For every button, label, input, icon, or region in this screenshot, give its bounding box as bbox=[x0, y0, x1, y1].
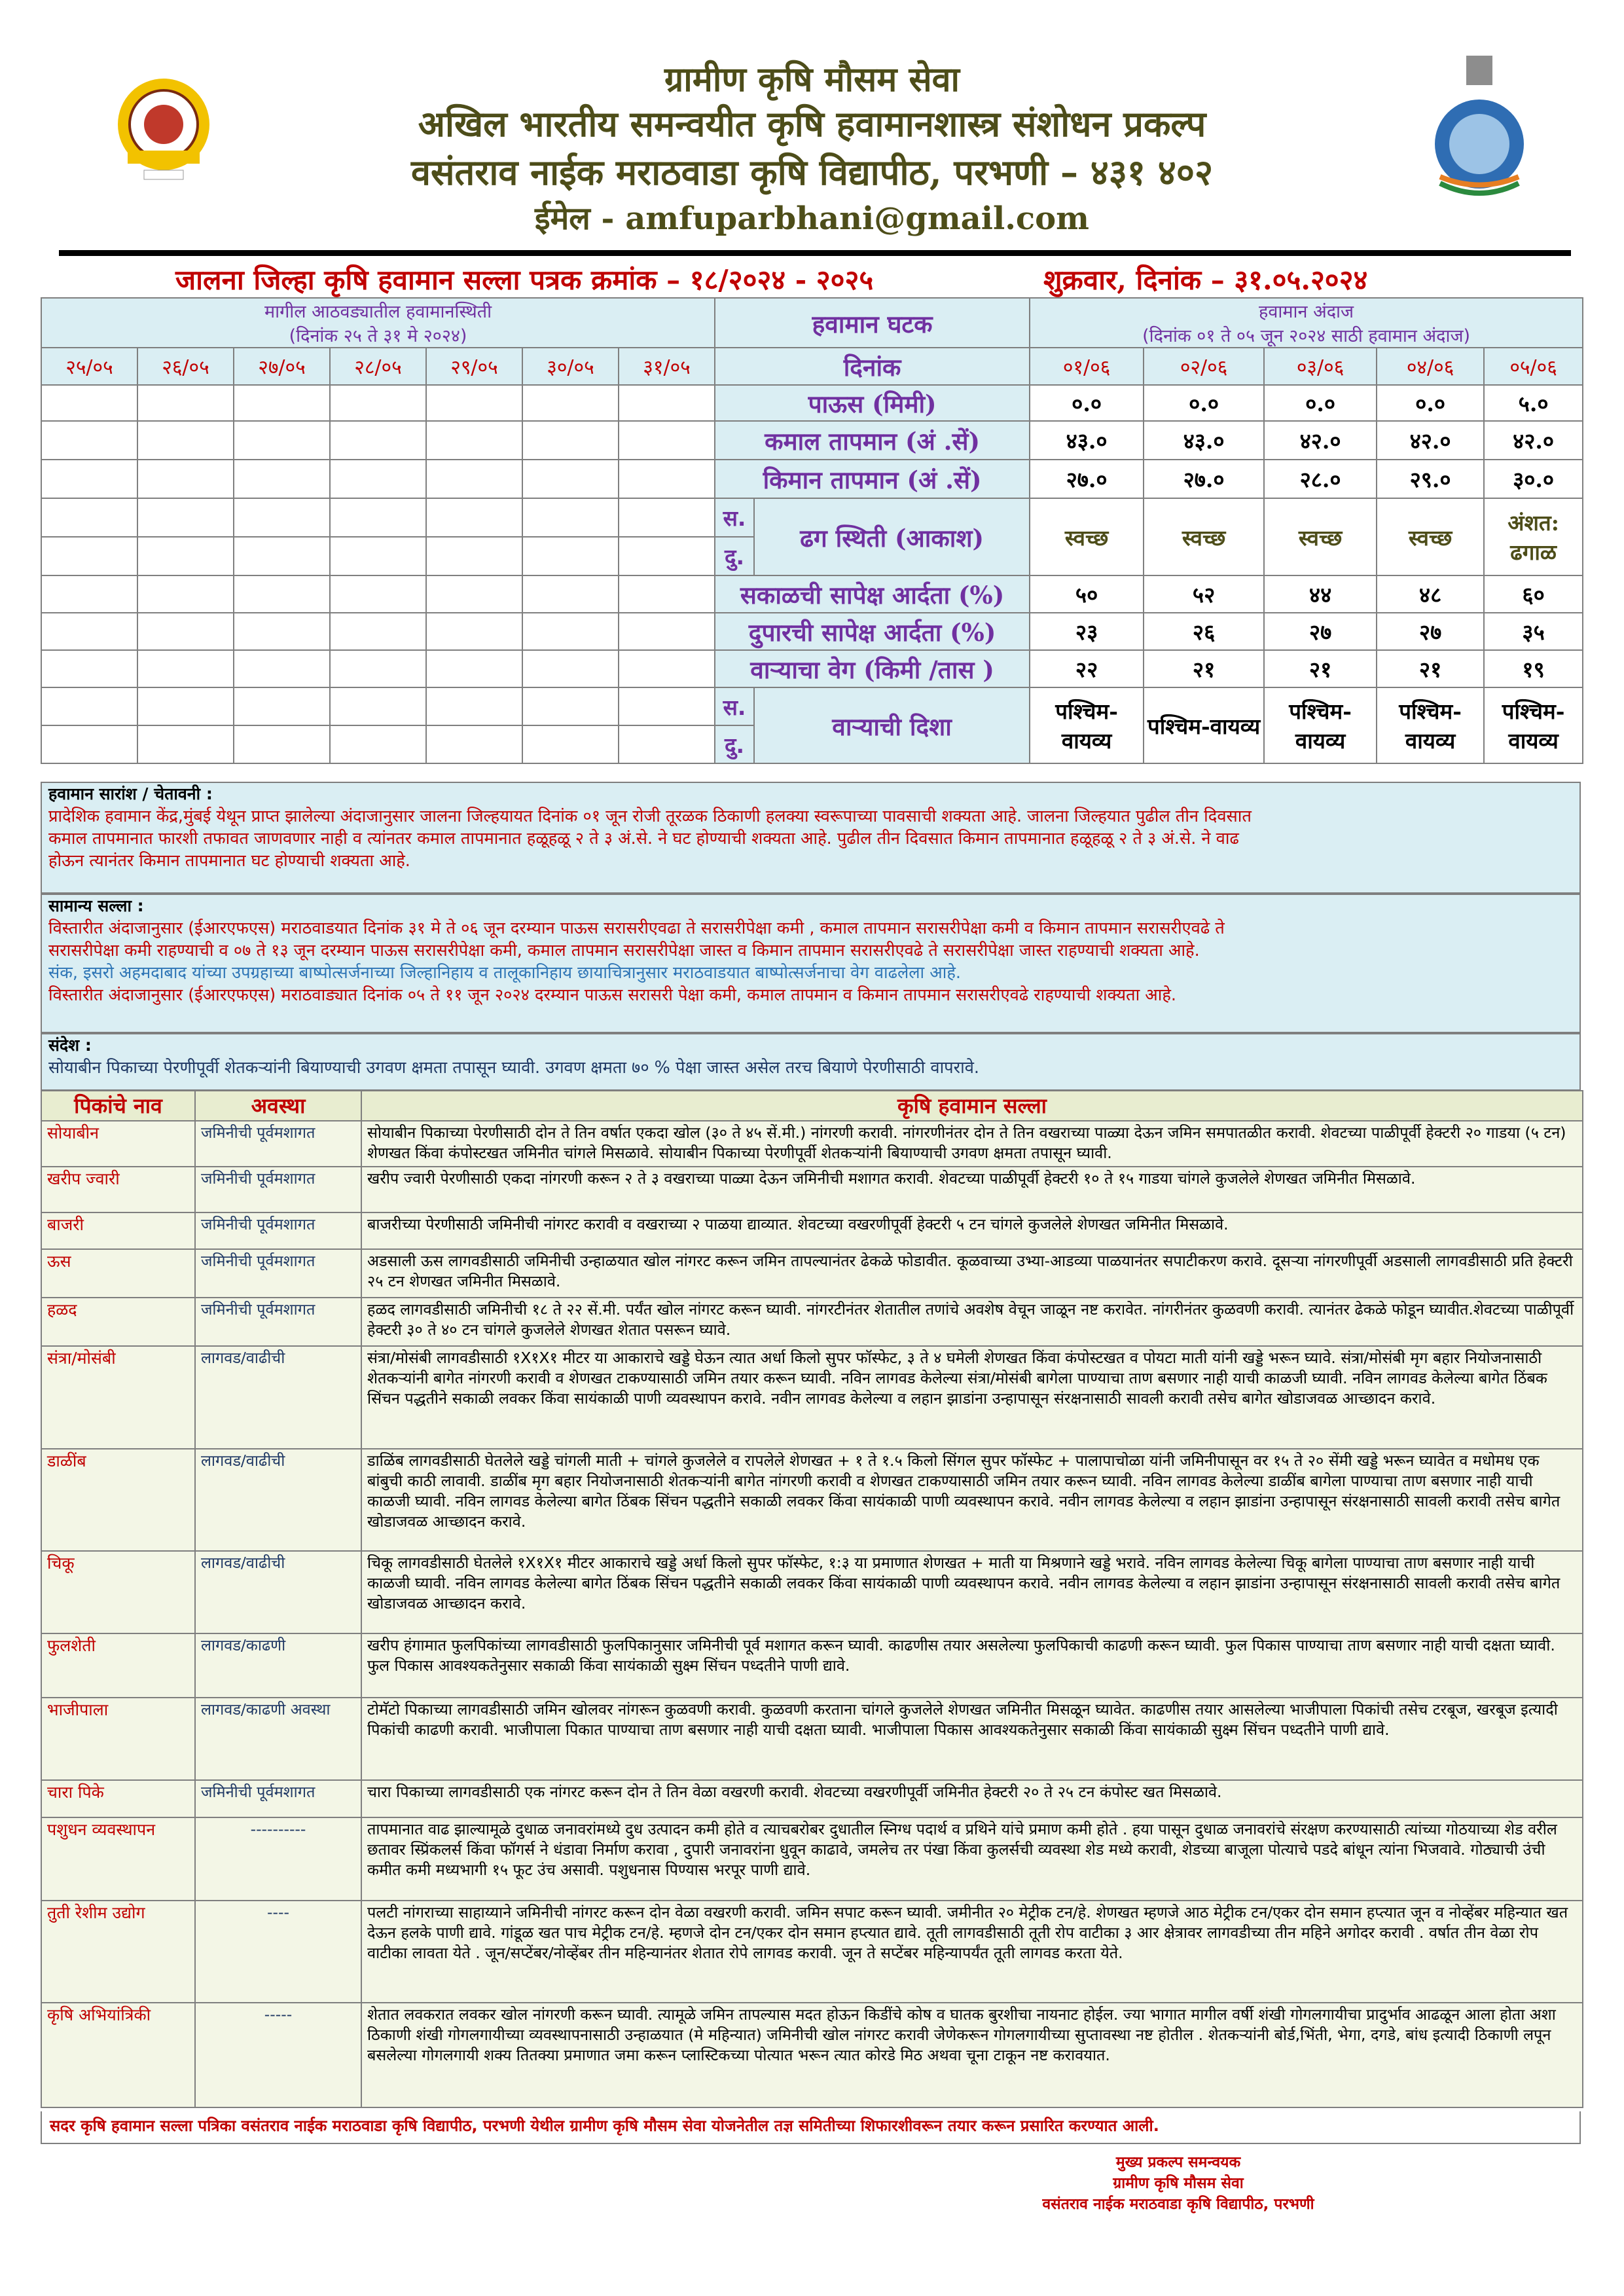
general-line: सरासरीपेक्षा कमी राहण्याची व ०७ ते १३ जून दरम्यान पाऊस सरासरीपेक्षा कमी, कमाल तापमान सरासरीपेक्षा जास्त व किमान तापमान सरासरीएवढे ते सरासरीपेक्षा जास्त राहण्याची शक्यता आहे. bbox=[48, 941, 1200, 960]
summary-line: प्रादेशिक हवामान केंद्र,मुंबई येथून प्राप्त झालेल्या अंदाजानुसार जालना जिल्हयायत दिनांक ०१ जून रोजी तूरळक ठिकाणी हलक्या स्वरूपाच्या पावसाची शक्यता आहे. जालना जिल्हयात पुढील तीन दिवसात bbox=[48, 807, 1252, 826]
table-row bbox=[41, 1298, 1583, 1346]
crop-advice: खरीप ज्वारी पेरणीसाठी एकदा नांगरणी करून २ ते ३ वखराच्या पाळ्या देऊन जमिनीची मशागत करावी. शेवटच्या पाळीपूर्वी हेक्टरी १० ते १५ गाडया चांगले कुजलेले शेणखत जमिनीत मिसळावे. bbox=[361, 1167, 1583, 1212]
cloud-value: अंशत: ढगाळ bbox=[1484, 498, 1583, 575]
forecast-value: १९ bbox=[1484, 650, 1583, 687]
date-label: दिनांक bbox=[715, 348, 1030, 385]
forecast-value: ०.० bbox=[1377, 385, 1484, 421]
crop-stage: जमिनीची पूर्वमशागत bbox=[195, 1167, 361, 1212]
table-row bbox=[41, 1633, 1583, 1698]
forecast-value: ४३.० bbox=[1144, 421, 1264, 460]
forecast-value: ५.० bbox=[1484, 385, 1583, 421]
cloud-label: ढग स्थिती (आकाश) bbox=[754, 498, 1030, 575]
org-name-line2: अखिल भारतीय समन्वयीत कृषि हवामानशास्त्र संशोधन प्रकल्प bbox=[418, 103, 1206, 145]
forecast-date: ०३/०६ bbox=[1264, 348, 1377, 385]
table-row bbox=[41, 1212, 1583, 1249]
rain-row bbox=[41, 385, 1583, 421]
forecast-value: २७.० bbox=[1144, 460, 1264, 498]
forecast-value: २७.० bbox=[1030, 460, 1144, 498]
cloud-value: स्वच्छ bbox=[1264, 498, 1377, 575]
cloud-row bbox=[41, 498, 1583, 537]
crop-stage: लागवड/वाढीची bbox=[195, 1449, 361, 1551]
table-row bbox=[41, 1901, 1583, 2003]
crop-name: संत्रा/मोसंबी bbox=[41, 1346, 195, 1449]
past-date: २८/०५ bbox=[330, 348, 426, 385]
crop-name: पशुधन व्यवस्थापन bbox=[41, 1817, 195, 1901]
table-row bbox=[41, 1449, 1583, 1551]
table-row bbox=[41, 1346, 1583, 1449]
weather-table bbox=[41, 297, 1583, 764]
general-line-blue: संक, इसरो अहमदाबाद यांच्या उपग्रहाच्या बाष्पोत्सर्जनाच्या जिल्हानिहाय व तालूकानिहाय छायाचित्रानुसार मराठवाडयात बाष्पोत्सर्जनाचा वेग वाढलेला आहे. bbox=[48, 963, 961, 983]
crop-advice: सोयाबीन पिकाच्या पेरणीसाठी दोन ते तिन वर्षात एकदा खोल (३० ते ४५ सें.मी.) नांगरणी करावी. नांगरणीनंतर दोन ते तिन वखराच्या पाळ्या देऊन जमिन समपातळीत करावी. शेवटच्या पाळीपूर्वी हेक्टरी २० गाडया (५ टन) शेणखत किंवा कंपोस्टखत जमिनीत चांगले मिसळावे. सोयाबीन पिकाच्या पेरणीपूर्वी शेतकऱ्यांनी बियाण्याची उगवण क्षमता तपासून घ्यावी. bbox=[361, 1121, 1583, 1167]
forecast-value: २६ bbox=[1144, 613, 1264, 650]
header bbox=[0, 0, 1624, 262]
forecast-value: ४४ bbox=[1264, 575, 1377, 613]
forecast-value: ०.० bbox=[1144, 385, 1264, 421]
summary-line: कमाल तापमानात फारशी तफावत जाणवणार नाही व त्यांनतर कमाल तापमानात हळूहळू २ ते ३ अं.से. ने घट होण्याची शक्यता आहे. पुढील तीन दिवसात किमान तापमानात हळूहळू २ ते ३ अं.से. ने वाढ bbox=[48, 829, 1239, 848]
forecast-value: ५० bbox=[1030, 575, 1144, 613]
org-name-line3: वसंतराव नाईक मराठवाडा कृषि विद्यापीठ, परभणी – ४३१ ४०२ bbox=[410, 151, 1214, 193]
signature-line: मुख्य प्रकल्प समन्वयक bbox=[1115, 2154, 1241, 2171]
crop-name: चारा पिके bbox=[41, 1780, 195, 1817]
forecast-value: ०.० bbox=[1030, 385, 1144, 421]
crop-advice: बाजरीच्या पेरणीसाठी जमिनीची नांगरट करावी व वखराच्या २ पाळया द्याव्यात. शेवटच्या वखरणीपूर्वी हेक्टरी ५ टन चांगले कुजलेले शेणखत जमिनीत मिसळावे. bbox=[361, 1212, 1583, 1249]
forecast-value: २९.० bbox=[1377, 460, 1484, 498]
table-row bbox=[41, 1817, 1583, 1901]
past-date: २७/०५ bbox=[234, 348, 330, 385]
crop-stage: जमिनीची पूर्वमशागत bbox=[195, 1121, 361, 1167]
crop-advice: हळद लागवडीसाठी जमिनीची १८ ते २२ सें.मी. पर्यंत खोल नांगरट करून घ्यावी. नांगरटीनंतर शेतातील तणांचे अवशेष वेचून जाळून नष्ट करावेत. नांगरीनंतर कुळवणी करावी. त्यानंतर ढेकळे फोडून घ्यावीत.शेवटच्या पाळीपूर्वी हेक्टरी ३० ते ४० टन चांगले कुजलेले शेणखत शेतात पसरून घ्यावे. bbox=[361, 1298, 1583, 1346]
wind-dir-value: पश्चिम-वायव्य bbox=[1484, 687, 1583, 763]
crop-name: हळद bbox=[41, 1298, 195, 1346]
summary-label: हवामान सारांश / चेतावनी : bbox=[48, 784, 213, 803]
crop-stage: लागवड/काढणी bbox=[195, 1633, 361, 1698]
crop-stage: लागवड/काढणी अवस्था bbox=[195, 1698, 361, 1780]
crop-stage: जमिनीची पूर्वमशागत bbox=[195, 1780, 361, 1817]
crop-stage: ---- bbox=[195, 1901, 361, 2003]
past-week-header: मागील आठवड्यातील हवामानस्थिती (दिनांक २५ ते ३१ मे २०२४) bbox=[41, 298, 715, 348]
past-date: २६/०५ bbox=[137, 348, 234, 385]
forecast-date: ०५/०६ bbox=[1484, 348, 1583, 385]
forecast-value: ४२.० bbox=[1484, 421, 1583, 460]
advice-header: कृषि हवामान सल्ला bbox=[361, 1091, 1583, 1121]
crop-advice: तापमानात वाढ झाल्यामूळे दुधाळ जनावरांमध्ये दुध उत्पादन कमी होते व त्याचबरोबर दुधातील स्निग्ध पदार्थ व प्रथिने यांचे प्रमाण कमी होते . हया पासून दुधाळ जनावरांचे संरक्षण करण्यासाठी त्यांच्या गोठयाच्या शेड वरील छतावर स्प्रिंकलर्स किंवा फॉगर्स ने धंडावा निर्माण करावा , दुपारी जनावरांना धुवून काढावे, जमलेच तर पंखा किंवा कुलर्सची व्यवस्था शेड मध्ये करावी, शेडच्या बाजूला पोत्याचे पडदे बांधून त्यांना भिजवावे. गोठ्याची उंची कमीत कमी मध्यभागी १५ फूट उंच असावी. पशुधनास पिण्यास भरपूर पाणी द्यावे. bbox=[361, 1817, 1583, 1901]
crop-stage: ----- bbox=[195, 2003, 361, 2107]
general-line: विस्तारीत अंदाजानुसार (ईआरएफएस) मराठवाडयात दिनांक ३१ मे ते ०६ जून दरम्यान पाऊस सरासरीएवढा ते सरासरीपेक्षा कमी , कमाल तापमान सरासरीपेक्षा कमी व किमान तापमान सरासरीएवढे ते bbox=[48, 919, 1225, 938]
crop-stage: ---------- bbox=[195, 1817, 361, 1901]
forecast-value: ०.० bbox=[1264, 385, 1377, 421]
morning-label: स. bbox=[715, 498, 754, 537]
crop-name: ऊस bbox=[41, 1249, 195, 1298]
forecast-date: ०२/०६ bbox=[1144, 348, 1264, 385]
forecast-value: २१ bbox=[1144, 650, 1264, 687]
param-label: वाऱ्याचा वेग (किमी /तास ) bbox=[715, 650, 1030, 687]
crop-advice: अडसाली ऊस लागवडीसाठी जमिनीची उन्हाळयात खोल नांगरट करून जमिन तापल्यानंतर ढेकळे फोडावीत. कूळवाच्या उभ्या-आडव्या पाळयानंतर सपाटीकरण करावे. दूसऱ्या नांगरणीपूर्वी अडसाली लागवडीसाठी प्रति हेक्टरी २५ टन शेणखत जमिनीत मिसळावे. bbox=[361, 1249, 1583, 1298]
forecast-value: २८.० bbox=[1264, 460, 1377, 498]
forecast-header: हवामान अंदाज (दिनांक ०१ ते ०५ जून २०२४ साठी हवामान अंदाज) bbox=[1030, 298, 1583, 348]
org-name-line1: ग्रामीण कृषि मौसम सेवा bbox=[664, 60, 960, 100]
crop-name: डाळींब bbox=[41, 1449, 195, 1551]
table-row bbox=[41, 1780, 1583, 1817]
forecast-value: ४२.० bbox=[1264, 421, 1377, 460]
weather-summary bbox=[41, 782, 1581, 894]
crop-advice: टोमॅटो पिकाच्या लागवडीसाठी जमिन खोलवर नांगरून कुळवणी करावी. कुळवणी करताना चांगले कुजलेले शेणखत जमिनीत मिसळून घ्यावेत. काढणीस तयार आसलेल्या भाजीपाला पिकांची तसेच टरबूज, खरबूज इत्यादी पिकांची काढणी करावी. भाजीपाला पिकात पाण्याचा ताण बसणार नाही याची दक्षता घ्यावी. भाजीपाला पिकास आवश्यकतेनुसार सकाळी किंवा सायंकाळी सुक्ष्म सिंचन पध्दतीने पाणी द्यावे. bbox=[361, 1698, 1583, 1780]
forecast-value: ५२ bbox=[1144, 575, 1264, 613]
morning-label: स. bbox=[715, 687, 754, 725]
cloud-value: स्वच्छ bbox=[1030, 498, 1144, 575]
bulletin-date: शुक्रवार, दिनांक – ३१.०५.२०२४ bbox=[1043, 264, 1368, 296]
evening-label: दु. bbox=[715, 725, 754, 763]
forecast-value: २२ bbox=[1030, 650, 1144, 687]
min-temp-row bbox=[41, 460, 1583, 498]
crop-name: सोयाबीन bbox=[41, 1121, 195, 1167]
forecast-value: ४२.० bbox=[1377, 421, 1484, 460]
evening-label: दु. bbox=[715, 537, 754, 575]
wind-dir-value: पश्चिम-वायव्य bbox=[1144, 687, 1264, 763]
crop-stage: जमिनीची पूर्वमशागत bbox=[195, 1249, 361, 1298]
crop-name: फुलशेती bbox=[41, 1633, 195, 1698]
forecast-date: ०१/०६ bbox=[1030, 348, 1144, 385]
crop-name: चिकू bbox=[41, 1551, 195, 1633]
crop-name: खरीप ज्वारी bbox=[41, 1167, 195, 1212]
summary-line: होऊन त्यानंतर किमान तापमानात घट होण्याची शक्यता आहे. bbox=[48, 851, 410, 871]
header-rule bbox=[59, 250, 1571, 256]
table-row bbox=[41, 1121, 1583, 1167]
param-label: दुपारची सापेक्ष आर्दता (%) bbox=[715, 613, 1030, 650]
weather-factor-header: हवामान घटक bbox=[715, 298, 1030, 348]
general-label: सामान्य सल्ला : bbox=[48, 896, 144, 915]
signature-line: वसंतराव नाईक मराठवाडा कृषि विद्यापीठ, परभणी bbox=[1042, 2196, 1314, 2213]
table-row bbox=[41, 1249, 1583, 1298]
forecast-value: २७ bbox=[1264, 613, 1377, 650]
forecast-value: २७ bbox=[1377, 613, 1484, 650]
crop-name: तुती रेशीम उद्योग bbox=[41, 1901, 195, 2003]
crop-advice: खरीप हंगामात फुलपिकांच्या लागवडीसाठी फुलपिकानुसार जमिनीची पूर्व मशागत करून घ्यावी. काढणीस तयार असलेल्या फुलपिकाची काढणी करून घ्यावी. फुल पिकास पाण्याचा ताण बसणार नाही याची दक्षता घ्यावी. फुल पिकास आवश्यकतेनुसार सकाळी किंवा सायंकाळी सुक्ष्म सिंचन पध्दतीने पाणी द्यावे. bbox=[361, 1633, 1583, 1698]
crop-advice: चारा पिकाच्या लागवडीसाठी एक नांगरट करून दोन ते तिन वेळा वखरणी करावी. शेवटच्या वखरणीपूर्वी जमिनीत हेक्टरी २० ते २५ टन कंपोस्ट खत मिसळावे. bbox=[361, 1780, 1583, 1817]
crop-advice: चिकू लागवडीसाठी घेतलेले १X१X१ मीटर आकाराचे खड्डे अर्धा किलो सुपर फॉस्फेट, १:३ या प्रमाणात शेणखत + माती या मिश्रणाने खड्डे भरावे. नविन लागवड केलेल्या चिकू बागेला पाण्याचा ताण बसणार नाही याची काळजी घ्यावी. नविन लागवड केलेल्या बागेत ठिंबक सिंचन पद्धतीने सकाळी लवकर किंवा सायंकाळी पाणी व्यवस्थापन करावे. नवीन लागवड केलेल्या व लहान झाडांना उन्हापासून संरक्षनासाठी सावली करावी तसेच बागेत खोडाजवळ आच्छादन करावे. bbox=[361, 1551, 1583, 1633]
forecast-value: २३ bbox=[1030, 613, 1144, 650]
past-date: २५/०५ bbox=[41, 348, 137, 385]
morning-rh-row bbox=[41, 575, 1583, 613]
cloud-value: स्वच्छ bbox=[1377, 498, 1484, 575]
stage-header: अवस्था bbox=[195, 1091, 361, 1121]
wind-dir-value: पश्चिम-वायव्य bbox=[1030, 687, 1144, 763]
crop-stage: लागवड/वाढीची bbox=[195, 1346, 361, 1449]
cloud-value: स्वच्छ bbox=[1144, 498, 1264, 575]
forecast-value: ४८ bbox=[1377, 575, 1484, 613]
table-row bbox=[41, 2003, 1583, 2107]
footer-note: सदर कृषि हवामान सल्ला पत्रिका वसंतराव नाईक मराठवाडा कृषि विद्यापीठ, परभणी येथील ग्रामीण कृषि मौसम सेवा योजनेतील तज्ञ समितीच्या शिफारशीवरून तयार करून प्रसारित करण्यात आली. bbox=[41, 2111, 1581, 2144]
crop-advice: डाळिंब लागवडीसाठी घेतलेले खड्डे चांगली माती + चांगले कुजलेले व रापलेले शेणखत + १ ते १.५ किलो सिंगल सुपर फॉस्फेट + पालापाचोळा यांनी जमिनीपासून वर १५ ते २० सेंमी खड्डे भरून घ्यावेत व मधोमध एक बांबुची काठी लावावी. डाळींब मृग बहार नियोजनासाठी शेतकऱ्यांनी बागेत नांगरणी करावी व शेणखत टाकण्यासाठी जमिन तयार करून घ्यावी. नविन लागवड केलेल्या डाळींब बागेला पाण्याचा ताण बसणार नाही याची काळजी घ्यावी. नविन लागवड केलेल्या बागेत ठिंबक सिंचन पद्धतीने सकाळी लवकर किंवा सायंकाळी पाणी व्यवस्थापन करावे. नवीन लागवड केलेल्या व लहान झाडांना उन्हापासून संरक्षनासाठी सावली करावी तसेच बागेत खोडाजवळ आच्छादन करावे. bbox=[361, 1449, 1583, 1551]
table-row bbox=[41, 1551, 1583, 1633]
param-label: पाऊस (मिमी) bbox=[715, 385, 1030, 421]
crop-name: कृषि अभियांत्रिकी bbox=[41, 2003, 195, 2107]
bulletin-title-bar bbox=[0, 261, 1624, 296]
message-block bbox=[41, 1033, 1581, 1091]
email-line: ईमेल - amfuparbhani@gmail.com bbox=[535, 200, 1089, 237]
general-advisory bbox=[41, 894, 1581, 1033]
bulletin-title: जालना जिल्हा कृषि हवामान सल्ला पत्रक क्रमांक – १८/२०२४ - २०२५ bbox=[175, 264, 874, 296]
crop-advice: शेतात लवकरात लवकर खोल नांगरणी करून घ्यावी. त्यामूळे जमिन तापल्यास मदत होऊन किडींचे कोष व घातक बुरशीचा नायनाट होईल. ज्या भागात मागील वर्षी शंखी गोगलगायीचा प्रादुर्भाव आढळून आला होता अशा ठिकाणी शंखी गोगलगायीच्या व्यवस्थापनासाठी उन्हाळयात (मे महिन्यात) जमिनीची खोल नांगरट करावी जेणेकरून गोगलगायीच्या सुप्तावस्था नष्ट होतील . शेतकऱ्यांनी बोर्ड,भिंती, भेगा, दगडे, बांध इत्यादी ठिकाणी लपून बसलेल्या गोगलगायी शक्य तितक्या प्रमाणात जमा करून प्लास्टिकच्या पोत्यात भरून त्यात कोरडे मिठ अथवा चूना टाकून नष्ट करावयात. bbox=[361, 2003, 1583, 2107]
wind-speed-row bbox=[41, 650, 1583, 687]
forecast-value: २१ bbox=[1264, 650, 1377, 687]
wind-dir-value: पश्चिम-वायव्य bbox=[1377, 687, 1484, 763]
crop-stage: जमिनीची पूर्वमशागत bbox=[195, 1212, 361, 1249]
forecast-value: ६० bbox=[1484, 575, 1583, 613]
crop-stage: जमिनीची पूर्वमशागत bbox=[195, 1298, 361, 1346]
forecast-value: ३०.० bbox=[1484, 460, 1583, 498]
table-row bbox=[41, 1167, 1583, 1212]
crop-advice: संत्रा/मोसंबी लागवडीसाठी १X१X१ मीटर या आकाराचे खड्डे घेऊन त्यात अर्धा किलो सुपर फॉस्फेट, ३ ते ४ घमेली शेणखत किंवा कंपोस्टखत व पोयटा माती यांनी खड्डे भरून घ्यावे. संत्रा/मोसंबी मृग बहार नियोजनासाठी शेतकऱ्यांनी बागेत नांगरणी करावी व शेणखत टाकण्यासाठी जमिन तयार करून घ्यावी. नविन लागवड केलेल्या संत्रा/मोसंबी बागेला पाण्याचा ताण बसणार नाही याची काळजी घ्यावी. नविन लागवड केलेल्या बागेत ठिंबक सिंचन पद्धतीने सकाळी लवकर किंवा सायंकाळी पाणी व्यवस्थापन करावे. नवीन लागवड केलेल्या व लहान झाडांना उन्हापासून संरक्षनासाठी सावली करावी तसेच बागेत खोडाजवळ आच्छादन करावे. bbox=[361, 1346, 1583, 1449]
crop-advisory-table bbox=[41, 1090, 1583, 2108]
crop-stage: लागवड/वाढीची bbox=[195, 1551, 361, 1633]
general-line: विस्तारीत अंदाजानुसार (ईआरएफएस) मराठवाड्यात दिनांक ०५ ते ११ जून २०२४ दरम्यान पाऊस सरासरी पेक्षा कमी, कमाल तापमान व किमान तापमान सरासरीएवढे राहण्याची शक्यता आहे. bbox=[48, 985, 1176, 1005]
max-temp-row bbox=[41, 421, 1583, 460]
param-label: किमान तापमान (अं .सें) bbox=[715, 460, 1030, 498]
message-text: सोयाबीन पिकाच्या पेरणीपूर्वी शेतकऱ्यांनी बियाण्याची उगवण क्षमता तपासून घ्यावी. उगवण क्षमता ७० % पेक्षा जास्त असेल तरच बियाणे पेरणीसाठी वापरावे. bbox=[48, 1058, 979, 1078]
forecast-value: ४३.० bbox=[1030, 421, 1144, 460]
message-label: संदेश : bbox=[48, 1036, 92, 1055]
forecast-date: ०४/०६ bbox=[1377, 348, 1484, 385]
param-label: कमाल तापमान (अं .सें) bbox=[715, 421, 1030, 460]
crop-name: भाजीपाला bbox=[41, 1698, 195, 1780]
past-date: ३१/०५ bbox=[619, 348, 715, 385]
past-date: २९/०५ bbox=[426, 348, 522, 385]
past-date: ३०/०५ bbox=[522, 348, 619, 385]
crop-name-header: पिकांचे नाव bbox=[41, 1091, 195, 1121]
forecast-value: ३५ bbox=[1484, 613, 1583, 650]
wind-dir-row bbox=[41, 687, 1583, 725]
signature-line: ग्रामीण कृषि मौसम सेवा bbox=[1113, 2175, 1244, 2192]
wind-dir-label: वाऱ्याची दिशा bbox=[754, 687, 1030, 763]
afternoon-rh-row bbox=[41, 613, 1583, 650]
wind-dir-value: पश्चिम-वायव्य bbox=[1264, 687, 1377, 763]
table-row bbox=[41, 1698, 1583, 1780]
crop-advice: पलटी नांगराच्या साहाय्याने जमिनीची नांगरट करून दोन वेळा वखरणी करावी. जमिन सपाट करून घ्यावी. जमीनीत २० मेट्रीक टन/हे. शेणखत म्हणजे आठ मेट्रीक टन/एकर दोन समान हप्त्यात जून व नोव्हेंबर महिन्यात खत देऊन हलके पाणी द्यावे. गांडूळ खत पाच मेट्रीक टन/हे. म्हणजे दोन टन/एकर दोन समान हप्त्यात द्यावे. तूती लागवडीसाठी तूती रोप वाटीका ३ आर क्षेत्रावर लागवडीच्या तीन महिने अगोदर करावी . वर्षात तीन वेळा रोप वाटीका लावता येते . जून/सप्टेंबर/नोव्हेंबर तीन महिन्यानंतर शेतात रोपे लागवड करावी. जून ते सप्टेंबर महिन्यापर्यंत तूती लागवड करता येते. bbox=[361, 1901, 1583, 2003]
crop-name: बाजरी bbox=[41, 1212, 195, 1249]
param-label: सकाळची सापेक्ष आर्दता (%) bbox=[715, 575, 1030, 613]
forecast-value: २१ bbox=[1377, 650, 1484, 687]
